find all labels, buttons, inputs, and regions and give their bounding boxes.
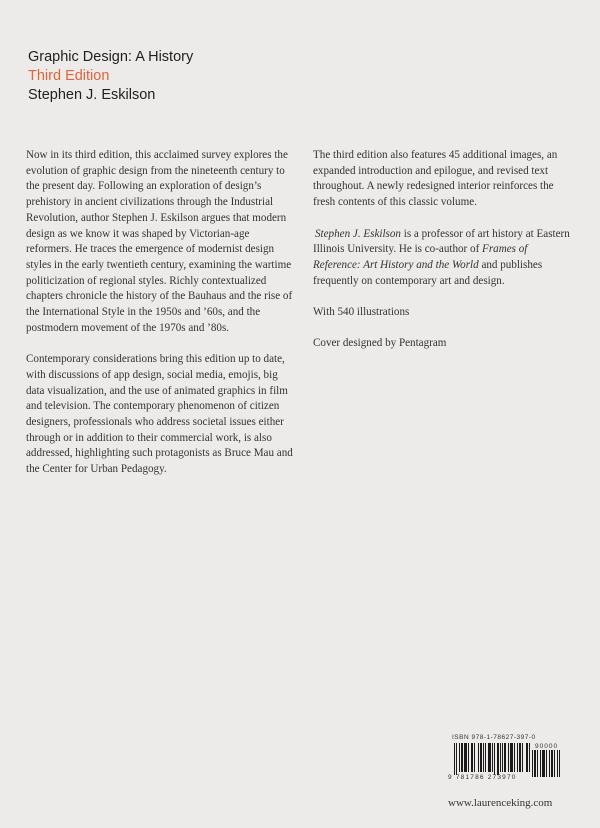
cover-header bbox=[28, 48, 193, 105]
description-paragraph-2: Contemporary considerations bring this edition up to date, with discussions of app design, social media, emojis, big data visualization, and the use of animated graphics in film and television. The contemporary phenomenon of citizen designers, professionals who address societal issues either through or in addition to their commercial work, is also addressed, highlighting such protagonists as Bruce Mau and the Center for Urban Pedagogy. bbox=[26, 353, 293, 476]
barcode-main-bars bbox=[454, 743, 530, 775]
barcode-digits: 9 781786 273970 bbox=[448, 774, 517, 781]
bio-text-2: and publishes frequently on contemporary art and design. bbox=[313, 258, 543, 287]
barcode-addon-bars bbox=[532, 750, 560, 777]
isbn-barcode bbox=[448, 734, 562, 788]
illustrations-count: With 540 illustrations bbox=[313, 306, 410, 318]
bio-text-1: is a professor of art history at Eastern Illinois University. He is co-author of bbox=[313, 227, 570, 256]
edition-label: Third Edition bbox=[28, 68, 110, 84]
bio-author-name: Stephen J. Eskilson bbox=[315, 227, 401, 240]
bio-book-title: Frames of Reference: Art History and the World bbox=[313, 243, 528, 271]
book-title: Graphic Design: A History bbox=[28, 49, 194, 65]
edition-features-paragraph: The third edition also features 45 additional images, an expanded introduction and epilogue, and revised text throughout. A newly redesigned interior reinforces the fresh contents of this classic volume. bbox=[313, 149, 558, 209]
cover-credit: Cover designed by Pentagram bbox=[313, 337, 447, 350]
author-name: Stephen J. Eskilson bbox=[28, 87, 156, 103]
description-paragraph-1: Now in its third edition, this acclaimed survey explores the evolution of graphic design from the nineteenth century to the present day. Following an exploration of design’s prehistory in ancient civilizations through the Industrial Revolution, author Stephen J. Eskilson argues that modern design as we know it was shaped by Victorian-age reformers. He traces the emergence of modernist design styles in the early twentieth century, examining the wartime politicization of regional styles. Richly contextualized chapters chronicle the history of the Bauhaus and the rise of the International Style in the 1950s and ’60s, and the postmodern movement of the 1970s and ’80s. bbox=[26, 149, 293, 334]
right-column bbox=[313, 148, 575, 368]
isbn-label: ISBN 978-1-78627-397-0 bbox=[452, 734, 536, 741]
barcode-addon-digits: 90000 bbox=[535, 743, 559, 750]
publisher-website: www.laurenceking.com bbox=[448, 797, 553, 809]
left-column bbox=[26, 148, 298, 493]
author-bio-paragraph bbox=[313, 227, 575, 290]
